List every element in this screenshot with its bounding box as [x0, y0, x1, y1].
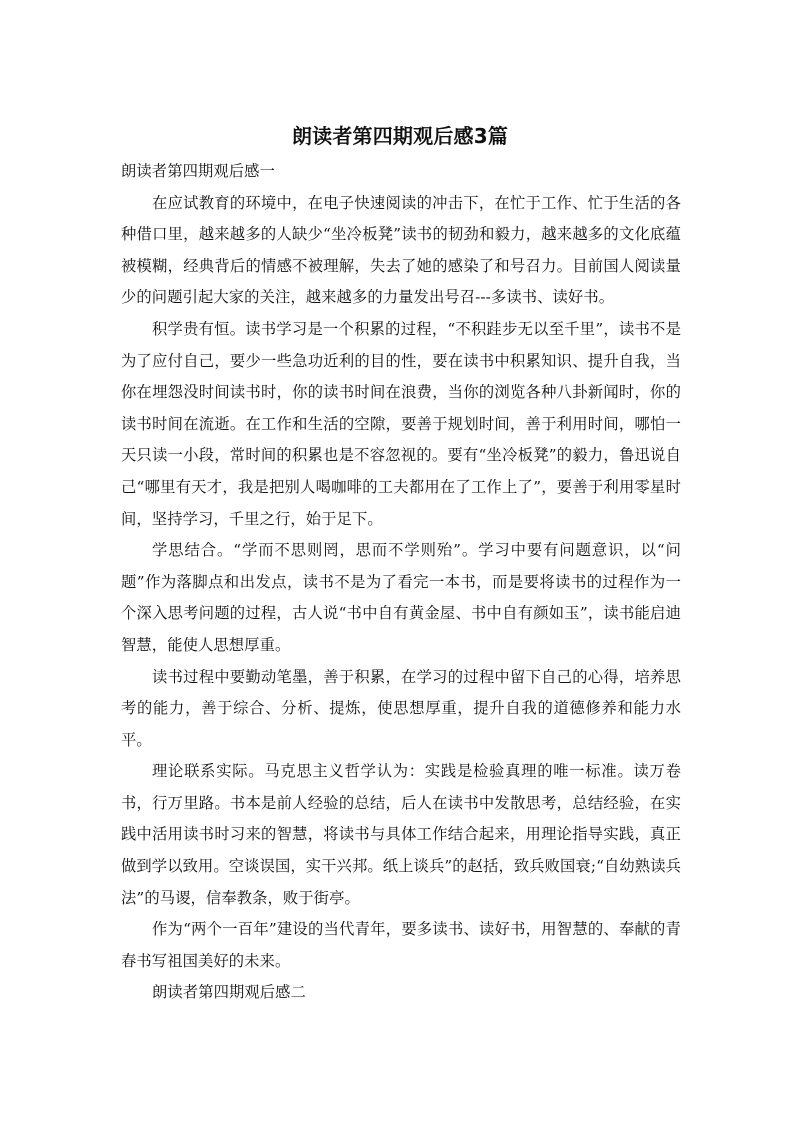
paragraph-5: 理论联系实际。马克思主义哲学认为：实践是检验真理的唯一标准。读万卷书，行万里路。书本是前人经验的总结，后人在读书中发散思考，总结经验，在实践中活用读书时习来的智慧，将读书与具体工作结合起来，用理论指导实践，真正做到学以致用。空谈误国，实干兴邦。纸上谈兵”的赵括，致兵败国衰;“自幼熟读兵法”的马谡，信奉教条，败于街亭。 — [121, 762, 681, 907]
paragraph-1: 在应试教育的环境中，在电子快速阅读的冲击下，在忙于工作、忙于生活的各种借口里，越来越多的人缺少“坐冷板凳”读书的韧劲和毅力，越来越多的文化底蕴被模糊，经典背后的情感不被理解，失去了她的感染了和号召力。目前国人阅读量少的问题引起大家的关注，越来越多的力量发出号召---多读书、读好书。 — [121, 193, 681, 307]
paragraph-6: 作为“两个一百年”建设的当代青年，要多读书、读好书，用智慧的、奉献的青春书写祖国美好的未来。 — [121, 920, 681, 970]
section-heading-2: 朗读者第四期观后感二 — [152, 983, 306, 1002]
paragraph-4: 读书过程中要勤动笔墨，善于积累，在学习的过程中留下自己的心得，培养思考的能力，善于综合、分析、提炼，使思想厚重，提升自我的道德修养和能力水平。 — [121, 667, 681, 749]
paragraph-2: 积学贵有恒。读书学习是一个积累的过程，“不积跬步无以至千里”，读书不是为了应付自己，要少一些急功近利的目的性，要在读书中积累知识、提升自我，当你在埋怨没时间读书时，你的读书时间在浪费，当你的浏览各种八卦新闻时，你的读书时间在流逝。在工作和生活的空隙，要善于规划时间，善于利用时间，哪怕一天只读一小段，常时间的积累也是不容忽视的。要有“坐冷板凳”的毅力，鲁迅说自己“哪里有天才，我是把别人喝咖啡的工夫都用在了工作上了”，要善于利用零星时间，坚持学习，千里之行，始于足下。 — [121, 319, 681, 528]
section-heading-1: 朗读者第四期观后感一 — [121, 162, 275, 180]
paragraph-3: 学思结合。“学而不思则罔，思而不学则殆”。学习中要有问题意识，以“问题”作为落脚点和出发点，读书不是为了看完一本书，而是要将读书的过程作为一个深入思考问题的过程，古人说“书中自有黄金屋、书中自有颜如玉”，读书能启迪智慧，能使人思想厚重。 — [121, 541, 681, 654]
document-body — [121, 156, 681, 1009]
document-title: 朗读者第四期观后感3篇 — [291, 124, 509, 148]
